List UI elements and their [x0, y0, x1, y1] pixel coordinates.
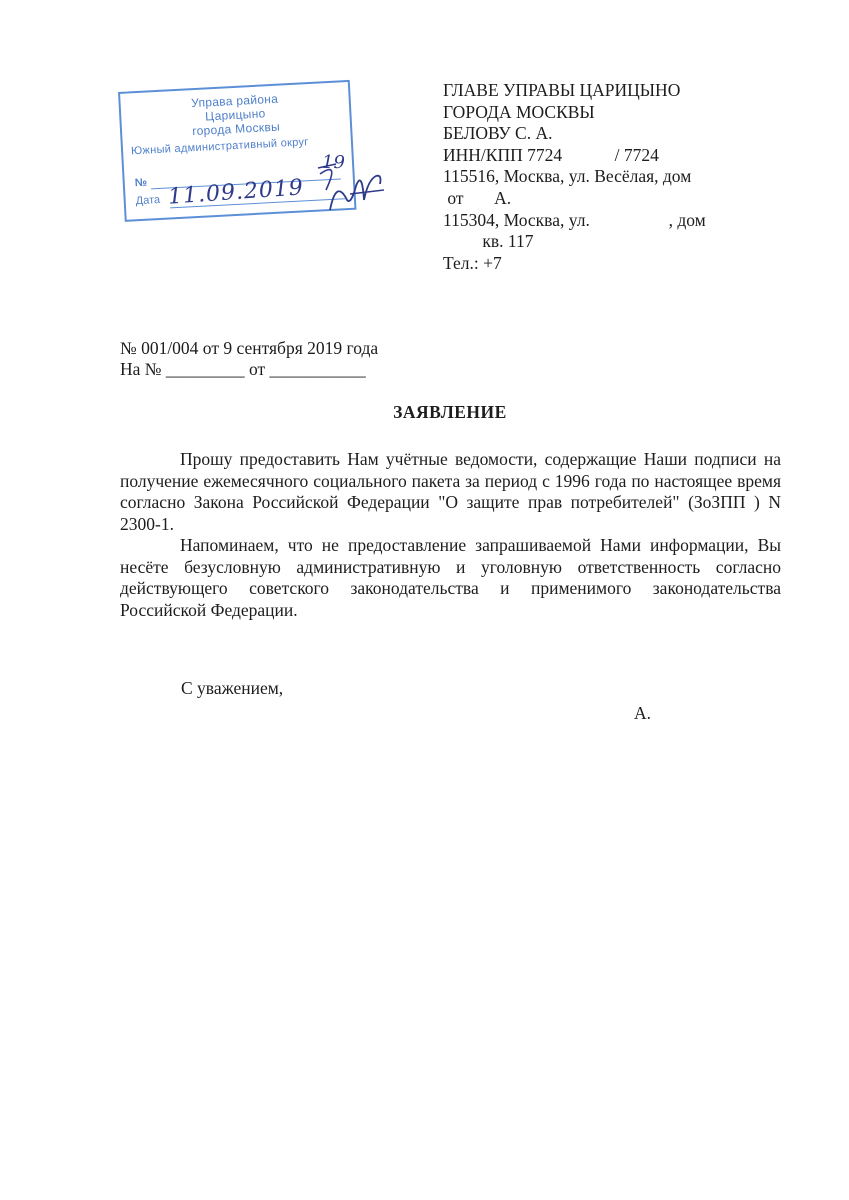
body-paragraph: Прошу предоставить Нам учётные ведомости, содержащие Наши подписи на получение ежемесячного социального пакета за период с 1996 года по настоящее время согласно Закона Российской Федерации "О защите прав потребителей" (ЗоЗПП ) N 2300-1. [120, 449, 781, 534]
stamp-org-line: города Москвы [191, 119, 281, 139]
addressee-line: ГЛАВЕ УПРАВЫ ЦАРИЦЫНО [443, 80, 681, 100]
document-title: ЗАЯВЛЕНИЕ [393, 402, 507, 422]
addressee-line: ГОРОДА МОСКВЫ [443, 101, 595, 122]
incoming-reference: На № _________ от ___________ [120, 359, 366, 379]
stamp-org-line: Царицыно [204, 106, 266, 124]
addressee-line: от А. [443, 187, 512, 208]
outgoing-reference: № 001/004 от 9 сентября 2019 года [120, 338, 379, 358]
addressee-line: 115304, Москва, ул. , дом [443, 209, 706, 230]
stamp-district: Южный административный округ [130, 136, 309, 158]
handwritten-signature-icon [150, 150, 390, 230]
addressee-line: Тел.: +7 [443, 252, 502, 273]
addressee-block [443, 80, 773, 274]
document-body [120, 449, 781, 621]
handwritten-number: 19 [322, 152, 345, 173]
stamp-organization [120, 88, 350, 142]
addressee-line: 115516, Москва, ул. Весёлая, дом [443, 166, 692, 187]
signature-initial: А. [634, 703, 652, 723]
addressee-line: кв. 117 [443, 231, 534, 252]
addressee-line: БЕЛОВУ С. А. [443, 123, 553, 144]
body-paragraph: Напоминаем, что не предоставление запрашиваемой Нами информации, Вы несёте безусловную административную и уголовную ответственность согласно действующего советского законодательства и применимого законодательства Российской Федерации. [120, 535, 781, 620]
stamp-date-label: Дата [135, 193, 161, 208]
handwritten-date: 11.09.2019 [167, 175, 305, 210]
addressee-line: ИНН/КПП 7724 / 7724 [443, 144, 659, 165]
closing-phrase: С уважением, [181, 678, 284, 698]
stamp-handwriting [150, 150, 390, 230]
stamp-org-line: Управа района [190, 91, 279, 111]
reference-numbers [120, 338, 378, 380]
stamp-number-label: № [134, 176, 148, 190]
